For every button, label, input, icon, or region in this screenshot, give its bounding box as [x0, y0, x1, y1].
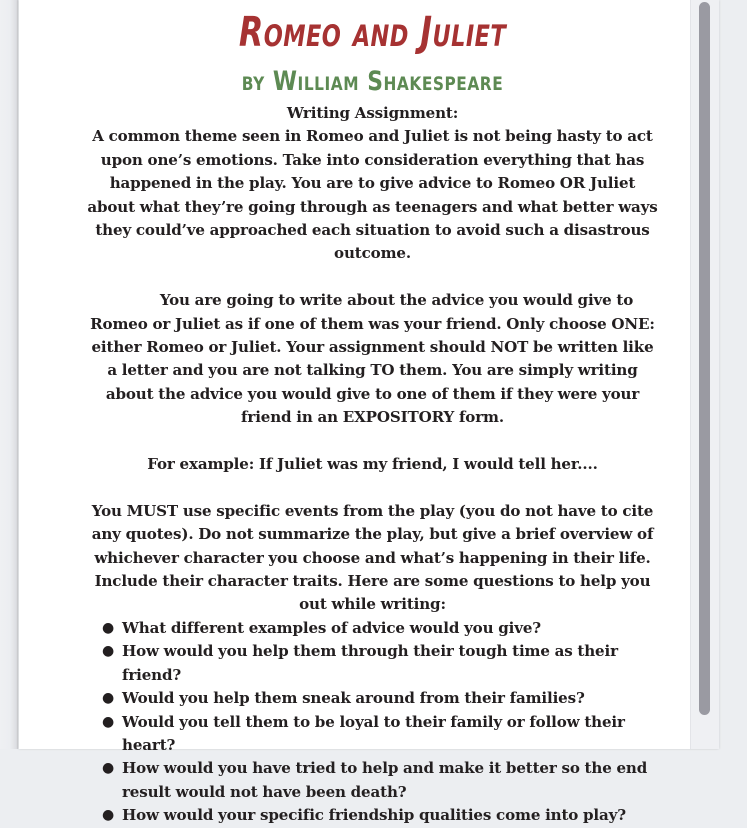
assignment-heading: Writing Assignment:	[286, 104, 459, 122]
paragraph-instructions: You are going to write about the advice you would give to Romeo or Juliet as if one of them was your friend. Only choose ONE: either Romeo or Juliet. Your assignment should NOT be written like a letter and you are not talking TO them. You are simply writing about the advice you would give to one of them if they were your friend in an EXPOSITORY form.	[90, 291, 655, 427]
bullet-icon: ●	[102, 713, 115, 730]
list-item	[86, 687, 659, 710]
paragraph-spacer	[86, 266, 659, 289]
list-item-label: How would your specific friendship qualities come into play?	[122, 806, 626, 825]
left-gutter	[0, 0, 18, 749]
list-item-label: Would you tell them to be loyal to their family or follow their heart?	[122, 712, 625, 754]
list-item	[86, 640, 659, 687]
document-page	[19, 0, 719, 825]
list-item-label: What different examples of advice would you give?	[122, 618, 541, 637]
list-item	[86, 804, 659, 827]
paragraph-spacer	[86, 430, 659, 453]
bullet-icon: ●	[102, 690, 115, 707]
list-item-label: How would you help them through their tough time as their friend?	[122, 642, 618, 684]
paragraph-theme: A common theme seen in Romeo and Juliet is not being hasty to act upon one’s emotions. Take into consideration everything that has happened in the play. You are to give advice to Romeo OR Juliet about what they’re going through as teenagers and what better ways they could’ve approached each situation to avoid such a disastrous outcome.	[87, 127, 658, 263]
list-item	[86, 757, 659, 804]
scrollbar-thumb[interactable]	[699, 2, 710, 715]
vertical-scrollbar[interactable]	[690, 0, 719, 749]
list-item	[86, 617, 659, 640]
list-item-label: Would you help them sneak around from their families?	[122, 689, 585, 708]
paragraph-spacer	[86, 476, 659, 499]
paragraph-requirements: You MUST use specific events from the play (you do not have to cite any quotes). Do not summarize the play, but give a brief overview of whichever character you choose and what’s happening in their life. Include their character traits. Here are some questions to help you out while writing:	[91, 501, 654, 614]
author-byline: by William Shakespeare	[241, 66, 504, 97]
bullet-icon: ●	[102, 643, 115, 660]
page-title: Romeo and Juliet	[238, 8, 507, 56]
bullet-icon: ●	[102, 807, 115, 824]
document-body	[19, 0, 719, 828]
bullet-icon: ●	[102, 760, 115, 777]
list-item-label: How would you have tried to help and make it better so the end result would not have been death?	[122, 759, 648, 801]
paragraph-example: For example: If Juliet was my friend, I would tell her....	[147, 455, 598, 474]
list-item	[86, 711, 659, 758]
bullet-icon: ●	[102, 619, 115, 636]
questions-list	[86, 617, 659, 828]
